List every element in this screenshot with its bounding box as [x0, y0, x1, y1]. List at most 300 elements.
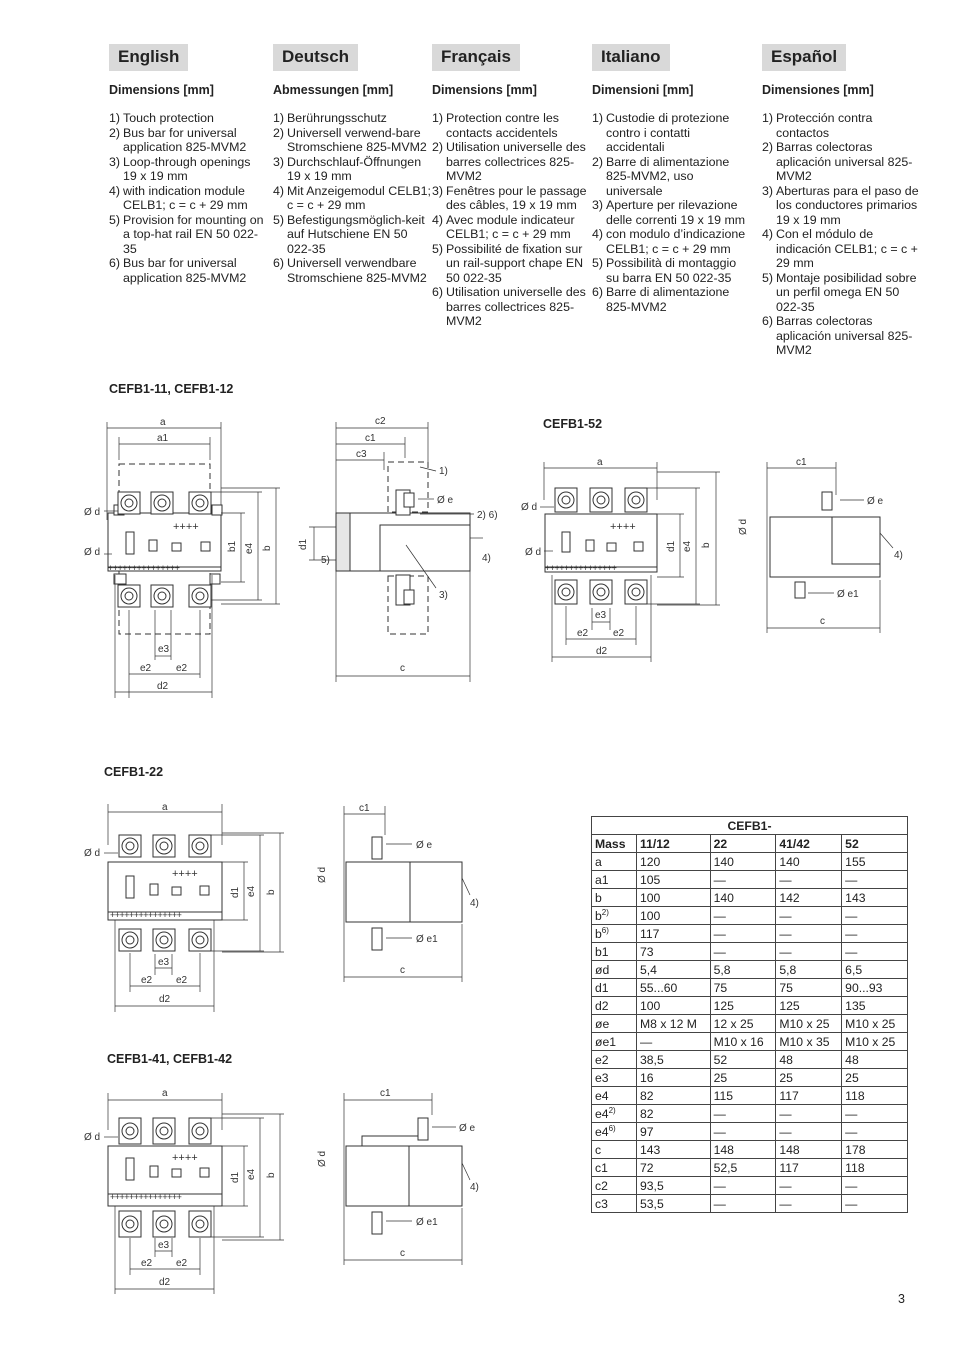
- svg-text:++++: ++++: [173, 521, 199, 533]
- label-oe-41: Ø e: [459, 1123, 476, 1134]
- table-row: [592, 853, 908, 871]
- table-cell: M10 x 35: [776, 1033, 842, 1051]
- table-cell: —: [776, 1105, 842, 1123]
- label-a: a: [160, 417, 166, 428]
- note-number: 6): [273, 256, 285, 270]
- table-cell: 25: [842, 1069, 908, 1087]
- table-cell-mass: [592, 979, 637, 997]
- note-text: Universell verwendbare Stromschiene 825-MVM2: [287, 256, 427, 285]
- note-number: 5): [109, 212, 121, 227]
- label-d1-22: d1: [230, 886, 241, 898]
- mass-footnote: 6): [608, 1124, 616, 1134]
- table-cell: 100: [637, 907, 711, 925]
- note-text: Protection contre les contacts accidentels: [446, 111, 559, 140]
- svg-text:++++: ++++: [172, 868, 198, 880]
- table-row: [592, 925, 908, 943]
- table-cell: —: [710, 925, 776, 943]
- table-cell: 142: [776, 889, 842, 907]
- table-row: [592, 1051, 908, 1069]
- label-c2: c2: [375, 416, 386, 427]
- table-cell: —: [842, 943, 908, 961]
- label-od-22side: Ø d: [317, 866, 328, 883]
- table-cell: 38,5: [637, 1051, 711, 1069]
- table-cell: 100: [637, 889, 711, 907]
- label-a-52: a: [597, 457, 603, 468]
- note-number: 2): [273, 125, 285, 140]
- table-cell-mass: [592, 889, 637, 907]
- table-cell: 75: [776, 979, 842, 997]
- note-number: 4): [762, 227, 774, 241]
- label-od-22: Ø d: [84, 848, 101, 859]
- table-row: [592, 979, 908, 997]
- note-text: Barras colectoras aplicación universal 825-MVM2: [776, 314, 913, 357]
- table-cell: 97: [637, 1123, 711, 1141]
- table-cell: 72: [637, 1159, 711, 1177]
- label-e3-52: e3: [595, 610, 607, 621]
- table-cell-mass: [592, 1123, 637, 1141]
- table-cell: 143: [637, 1141, 711, 1159]
- drawing-cefb1-52-front: [521, 457, 720, 662]
- label-a1: a1: [157, 433, 169, 444]
- table-row: [592, 1015, 908, 1033]
- table-cell: 53,5: [637, 1195, 711, 1213]
- note-number: 2): [109, 125, 121, 140]
- note-number: 3): [432, 183, 444, 198]
- table-cell: 52,5: [710, 1159, 776, 1177]
- section-title-cefb1-41-42: CEFB1-41, CEFB1-42: [107, 1052, 233, 1066]
- section-title-cefb1-11-12: CEFB1-11, CEFB1-12: [109, 382, 234, 396]
- note-text: Aperture per rilevazione delle correnti 19 x 19 mm: [606, 198, 746, 227]
- table-cell-mass: [592, 1141, 637, 1159]
- label-oe1-22: Ø e1: [416, 934, 438, 945]
- label-e2-22b: e2: [176, 975, 188, 986]
- mass-label: b: [595, 890, 602, 905]
- label-e3-41: e3: [158, 1240, 170, 1251]
- mass-label: e4: [595, 1125, 609, 1140]
- table-cell: 93,5: [637, 1177, 711, 1195]
- label-e4-41: e4: [246, 1168, 257, 1180]
- table-cell: 135: [842, 997, 908, 1015]
- note-text: Befestigungsmöglich-keit auf Hutschiene EN 50 022-35: [287, 212, 425, 256]
- label-od-41side: Ø d: [317, 1150, 328, 1167]
- table-cell: —: [710, 907, 776, 925]
- label-c-41: c: [400, 1248, 405, 1259]
- mass-footnote: 2): [608, 1106, 616, 1116]
- table-cell: 73: [637, 943, 711, 961]
- table-cell: 117: [776, 1159, 842, 1177]
- table-cell: —: [710, 871, 776, 889]
- svg-text:+++++++++++++++: +++++++++++++++: [110, 910, 182, 920]
- note-number: 2): [762, 140, 774, 154]
- label-e3: e3: [158, 644, 170, 655]
- table-cell: 148: [776, 1141, 842, 1159]
- note-text: Mit Anzeigemodul CELB1; c = c + 29 mm: [287, 183, 431, 212]
- svg-text:+++++++++++++++: +++++++++++++++: [110, 1192, 182, 1202]
- table-cell: M10 x 25: [776, 1015, 842, 1033]
- table-header-52: 52: [842, 835, 908, 853]
- table-cell: 16: [637, 1069, 711, 1087]
- note-text: Universell verwend-bare Stromschiene 825-MVM2: [287, 125, 427, 154]
- table-cell-mass: [592, 1087, 637, 1105]
- table-header-row: [592, 835, 908, 853]
- note-number: 6): [432, 285, 444, 299]
- note-number: 6): [592, 285, 604, 299]
- table-cell-mass: [592, 997, 637, 1015]
- label-a-41: a: [162, 1088, 168, 1099]
- table-cell: 125: [710, 997, 776, 1015]
- table-cell: —: [776, 1123, 842, 1141]
- label-b-52: b: [701, 542, 712, 548]
- lang-title-italiano: Italiano: [592, 44, 670, 71]
- note-text: Barre di alimentazione 825-MVM2, uso universale: [606, 154, 730, 198]
- table-row: [592, 997, 908, 1015]
- label-od-1: Ø d: [84, 507, 101, 518]
- label-note26: 2) 6): [477, 510, 498, 521]
- label-e2-52b: e2: [613, 628, 625, 639]
- table-row: [592, 1087, 908, 1105]
- label-c1-52: c1: [796, 457, 807, 468]
- mass-label: d1: [595, 980, 609, 995]
- table-cell: 117: [776, 1087, 842, 1105]
- svg-text:+++++++++++++++: +++++++++++++++: [108, 563, 180, 573]
- table-cell: —: [776, 943, 842, 961]
- table-row: [592, 1177, 908, 1195]
- note-number: 5): [762, 270, 774, 285]
- mass-label: c1: [595, 1160, 608, 1175]
- label-oe-22: Ø e: [416, 840, 433, 851]
- table-row: [592, 1141, 908, 1159]
- table-row: [592, 889, 908, 907]
- note-text: Provision for mounting on a top-hat rail EN 50 022-35: [123, 212, 264, 256]
- note-number: 5): [432, 241, 444, 256]
- table-cell: —: [842, 1105, 908, 1123]
- label-oe-52: Ø e: [867, 496, 884, 507]
- table-cell: —: [710, 1105, 776, 1123]
- label-b: b: [262, 545, 273, 551]
- mass-label: e2: [595, 1052, 609, 1067]
- label-note1: 1): [439, 466, 448, 477]
- dim-title-francais: Dimensions [mm]: [432, 83, 537, 97]
- section-title-cefb1-22: CEFB1-22: [104, 765, 164, 779]
- table-cell: 55...60: [637, 979, 711, 997]
- table-cell: 25: [710, 1069, 776, 1087]
- label-od-52side: Ø d: [738, 518, 749, 535]
- table-header-11-12: 11/12: [637, 835, 711, 853]
- drawing-cefb1-11-front: [84, 417, 280, 698]
- table-row: [592, 1105, 908, 1123]
- table-cell: 125: [776, 997, 842, 1015]
- label-e2-41b: e2: [176, 1258, 188, 1269]
- label-e2-41a: e2: [141, 1258, 153, 1269]
- note-number: 3): [109, 154, 121, 169]
- label-e4-52: e4: [682, 540, 693, 552]
- table-cell: 115: [710, 1087, 776, 1105]
- table-cell-mass: [592, 853, 637, 871]
- table-cell: 118: [842, 1159, 908, 1177]
- note-text: Barras colectoras aplicación universal 825-MVM2: [776, 140, 913, 183]
- note-number: 4): [432, 212, 444, 227]
- label-oe1-41: Ø e1: [416, 1217, 438, 1228]
- label-c3: c3: [356, 449, 367, 460]
- label-e2-b: e2: [176, 663, 188, 674]
- label-oe1-52: Ø e1: [837, 589, 859, 600]
- table-cell: —: [776, 925, 842, 943]
- table-cell: —: [776, 1177, 842, 1195]
- table-cell: 6,5: [842, 961, 908, 979]
- table-cell: —: [710, 1123, 776, 1141]
- label-note3: 3): [439, 590, 448, 601]
- label-od-52b: Ø d: [525, 547, 542, 558]
- table-cell: 5,4: [637, 961, 711, 979]
- table-cell-mass: [592, 1159, 637, 1177]
- table-cell: —: [842, 1177, 908, 1195]
- table-cell: 5,8: [710, 961, 776, 979]
- label-oe-1: Ø e: [437, 495, 454, 506]
- mass-label: e4: [595, 1107, 609, 1122]
- dim-title-deutsch: Abmessungen [mm]: [273, 83, 394, 97]
- mass-footnote: 2): [601, 908, 609, 917]
- label-note4-22: 4): [470, 898, 479, 909]
- section-title-cefb1-52: CEFB1-52: [543, 417, 603, 431]
- label-od-52a: Ø d: [521, 502, 538, 513]
- table-cell: —: [842, 907, 908, 925]
- table-row: [592, 961, 908, 979]
- note-number: 2): [432, 140, 444, 154]
- drawing-cefb1-22-front: [84, 802, 284, 1012]
- label-d2-41: d2: [159, 1277, 171, 1288]
- note-text: Con el módulo de indicación CELB1; c = c + 29 mm: [776, 227, 918, 270]
- mass-label: øe1: [595, 1034, 617, 1049]
- table-cell-mass: [592, 1195, 637, 1213]
- label-c1: c1: [365, 433, 376, 444]
- page-number: 3: [898, 1292, 905, 1306]
- mass-label: d2: [595, 998, 609, 1013]
- table-cell-mass: [592, 907, 637, 925]
- label-e4: e4: [244, 542, 255, 554]
- label-b-22: b: [266, 889, 277, 895]
- note-number: 4): [273, 183, 285, 198]
- note-number: 1): [109, 111, 121, 125]
- note-number: 1): [432, 111, 444, 125]
- table-cell: 155: [842, 853, 908, 871]
- drawing-cefb1-52-side: [738, 457, 903, 633]
- table-row: [592, 943, 908, 961]
- note-text: Touch protection: [123, 111, 214, 125]
- note-text: Durchschlauf-Öffnungen 19 x 19 mm: [287, 154, 422, 183]
- table-cell: 82: [637, 1105, 711, 1123]
- drawing-cefb1-41-front: [84, 1088, 284, 1294]
- note-text: Protección contra contactos: [776, 111, 873, 140]
- table-cell: M8 x 12 M: [637, 1015, 711, 1033]
- table-cell-mass: [592, 1177, 637, 1195]
- label-a-22: a: [162, 802, 168, 813]
- table-cell-mass: [592, 943, 637, 961]
- table-cell: —: [710, 943, 776, 961]
- label-c1-41: c1: [380, 1088, 391, 1099]
- note-number: 3): [592, 198, 604, 212]
- table-cell: 117: [637, 925, 711, 943]
- table-cell: 48: [776, 1051, 842, 1069]
- note-text: Custodie di protezione contro i contatti accidentali: [606, 111, 730, 154]
- drawing-cefb1-22-side: [317, 803, 479, 982]
- table-cell: 5,8: [776, 961, 842, 979]
- label-note5: 5): [321, 555, 330, 566]
- note-number: 6): [762, 314, 774, 328]
- table-cell: 100: [637, 997, 711, 1015]
- label-c-52: c: [820, 616, 825, 627]
- table-row: [592, 1123, 908, 1141]
- table-cell: —: [776, 1195, 842, 1213]
- table-cell-mass: [592, 1051, 637, 1069]
- lang-title-espanol: Español: [762, 44, 846, 71]
- table-cell: 105: [637, 871, 711, 889]
- label-d2-22: d2: [159, 994, 171, 1005]
- table-cell: 48: [842, 1051, 908, 1069]
- mass-label: b1: [595, 944, 609, 959]
- svg-text:+++++++++++++++: +++++++++++++++: [545, 563, 617, 573]
- table-cell: —: [710, 1177, 776, 1195]
- table-cell: 143: [842, 889, 908, 907]
- mass-label: øe: [595, 1016, 610, 1031]
- label-note4-41: 4): [470, 1182, 479, 1193]
- table-cell: M10 x 25: [842, 1033, 908, 1051]
- mass-label: b: [595, 909, 602, 924]
- table-body: [592, 853, 908, 1213]
- label-e2-52a: e2: [577, 628, 589, 639]
- label-note4-52: 4): [894, 550, 903, 561]
- note-number: 1): [762, 111, 774, 125]
- note-text: Montaje posibilidad sobre un perfil omega EN 50 022-35: [776, 270, 917, 314]
- mass-label: a1: [595, 872, 609, 887]
- note-number: 6): [109, 256, 121, 270]
- table-cell-mass: [592, 925, 637, 943]
- note-text: Possibilità di montaggio su barra EN 50 022-35: [606, 256, 737, 285]
- table-row: [592, 1069, 908, 1087]
- mass-label: c: [595, 1142, 602, 1157]
- note-number: 1): [592, 111, 604, 125]
- note-number: 3): [273, 154, 285, 169]
- mass-label: e4: [595, 1088, 609, 1103]
- label-c1-22: c1: [359, 803, 370, 814]
- table-cell: 140: [710, 853, 776, 871]
- label-e2-a: e2: [140, 663, 152, 674]
- table-cell-mass: [592, 1033, 637, 1051]
- table-row: [592, 1159, 908, 1177]
- note-text: Aberturas para el paso de los conductores primarios 19 x 19 mm: [776, 183, 919, 227]
- table-cell-mass: [592, 1015, 637, 1033]
- table-cell: 90...93: [842, 979, 908, 997]
- table-header-mass: Mass: [592, 835, 637, 853]
- table-cell: —: [637, 1033, 711, 1051]
- label-b1: b1: [227, 540, 238, 552]
- svg-text:++++: ++++: [172, 1152, 198, 1164]
- label-od-41: Ø d: [84, 1132, 101, 1143]
- note-text: Bus bar for universal application 825-MVM2: [123, 125, 247, 154]
- label-d1-side: d1: [298, 538, 309, 550]
- note-number: 4): [592, 227, 604, 241]
- table-header-22: 22: [710, 835, 776, 853]
- table-cell: —: [776, 871, 842, 889]
- note-number: 4): [109, 183, 121, 198]
- table-cell-mass: [592, 1105, 637, 1123]
- label-e2-22a: e2: [141, 975, 153, 986]
- note-text: con modulo d’indicazione CELB1; c = c + 29 mm: [606, 227, 746, 256]
- label-c-22: c: [400, 965, 405, 976]
- dimension-table: [591, 816, 908, 1213]
- dim-title-english: Dimensions [mm]: [109, 83, 214, 97]
- table-cell: 178: [842, 1141, 908, 1159]
- note-text: Possibilité de fixation sur un rail-support chape EN 50 022-35: [446, 241, 584, 285]
- label-d1-41: d1: [230, 1171, 241, 1183]
- table-group-header: CEFB1-: [592, 817, 908, 835]
- label-d2-52: d2: [596, 646, 608, 657]
- note-number: 2): [592, 154, 604, 169]
- dim-title-espanol: Dimensiones [mm]: [762, 83, 874, 97]
- table-cell: M10 x 25: [842, 1015, 908, 1033]
- table-cell: 120: [637, 853, 711, 871]
- note-text: Bus bar for universal application 825-MVM2: [123, 256, 247, 285]
- mass-label: c3: [595, 1196, 608, 1211]
- note-text: Utilisation universelle des barres collectrices 825-MVM2: [446, 140, 586, 183]
- table-row: [592, 907, 908, 925]
- table-cell: —: [842, 1195, 908, 1213]
- mass-label: ød: [595, 962, 610, 977]
- svg-text:++++: ++++: [610, 521, 636, 533]
- note-text: Berührungsschutz: [287, 111, 387, 125]
- table-cell: 148: [710, 1141, 776, 1159]
- table-cell: 25: [776, 1069, 842, 1087]
- table-row: [592, 1033, 908, 1051]
- label-d2: d2: [157, 681, 169, 692]
- lang-title-english: English: [109, 44, 188, 71]
- drawing-cefb1-11-side: [298, 416, 498, 682]
- table-cell: —: [842, 925, 908, 943]
- table-cell: 52: [710, 1051, 776, 1069]
- table-cell-mass: [592, 871, 637, 889]
- label-note4-1: 4): [482, 553, 491, 564]
- note-number: 5): [592, 256, 604, 270]
- table-row: [592, 871, 908, 889]
- note-number: 3): [762, 183, 774, 198]
- lang-title-deutsch: Deutsch: [273, 44, 358, 71]
- label-e3-22: e3: [158, 957, 170, 968]
- mass-footnote: 6): [601, 926, 609, 936]
- table-cell: 82: [637, 1087, 711, 1105]
- drawing-cefb1-41-side: [317, 1088, 479, 1265]
- label-e4-22: e4: [246, 885, 257, 897]
- table-cell: —: [710, 1195, 776, 1213]
- note-text: Fenêtres pour le passage des câbles, 19 x 19 mm: [446, 183, 587, 212]
- table-cell: 140: [710, 889, 776, 907]
- table-cell: —: [776, 907, 842, 925]
- table-cell-mass: [592, 1069, 637, 1087]
- label-od-2: Ø d: [84, 547, 101, 558]
- table-row: [592, 1195, 908, 1213]
- table-cell: 75: [710, 979, 776, 997]
- table-cell: M10 x 16: [710, 1033, 776, 1051]
- lang-title-francais: Français: [432, 44, 520, 71]
- note-text: Utilisation universelle des barres collectrices 825-MVM2: [446, 285, 586, 328]
- mass-label: c2: [595, 1178, 608, 1193]
- label-b-41: b: [266, 1172, 277, 1178]
- dim-title-italiano: Dimensioni [mm]: [592, 83, 694, 97]
- table-cell: —: [842, 871, 908, 889]
- mass-label: e3: [595, 1070, 609, 1085]
- mass-label: b: [595, 927, 602, 942]
- table-cell: 140: [776, 853, 842, 871]
- table-cell: —: [842, 1123, 908, 1141]
- note-text: Loop-through openings 19 x 19 mm: [123, 154, 251, 183]
